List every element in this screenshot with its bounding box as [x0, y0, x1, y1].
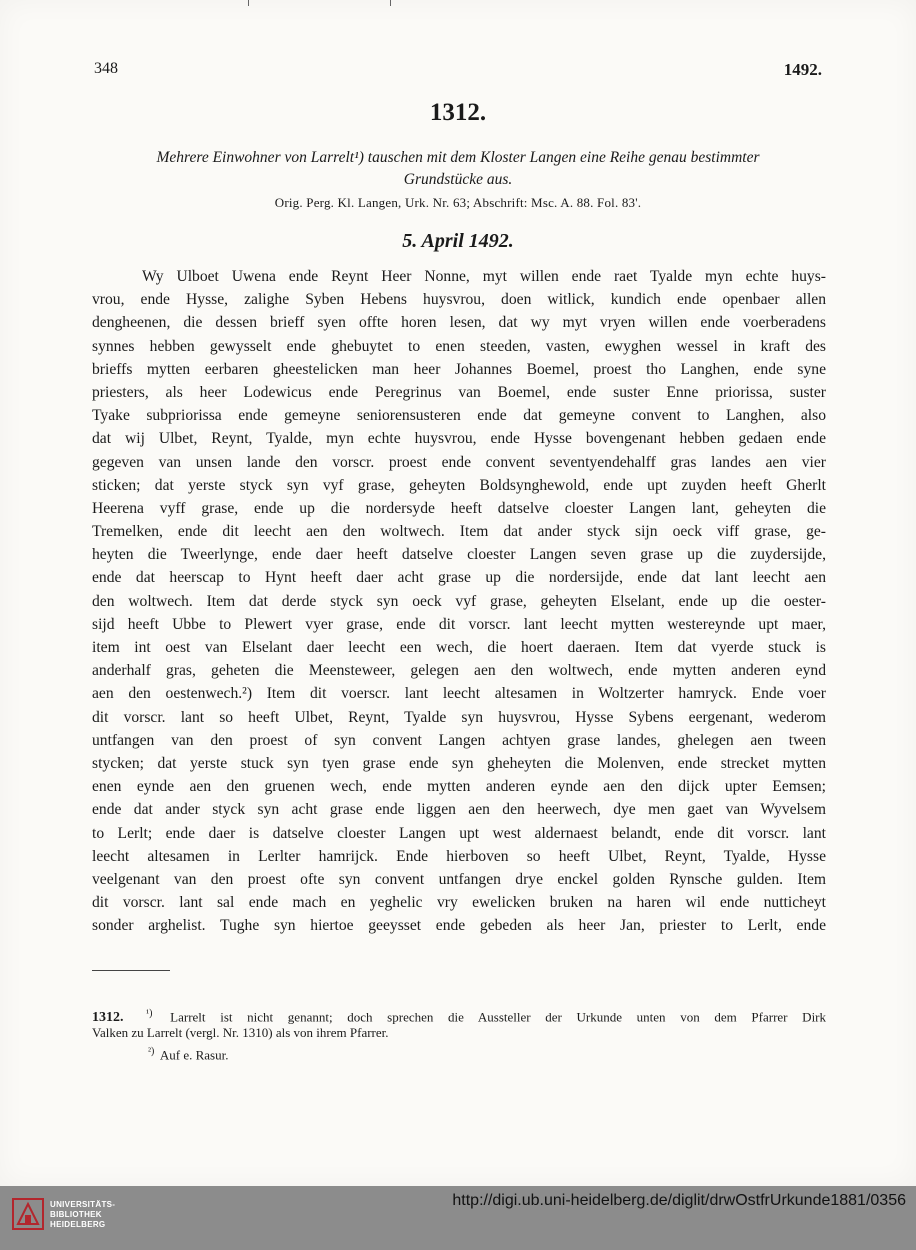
body-line: heyten die Tweerlynge, ende daer heeft datselve cloester Langen seven grase up die zuydersijde,: [92, 546, 826, 564]
body-line: dengheenen, die dessen brieff syen offte horen lesen, dat wy myt vryen willen ende voerberadens: [92, 314, 826, 332]
source-citation: Orig. Perg. Kl. Langen, Urk. Nr. 63; Abschrift: Msc. A. 88. Fol. 83'.: [274, 195, 642, 210]
library-logo[interactable]: [12, 1196, 132, 1238]
body-line: brieffs mytten eerbaren gheestelicken man heer Johannes Boemel, proest tho Langhen, ende syne: [92, 360, 826, 378]
footnote-text: Auf e. Rasur.: [159, 1047, 229, 1063]
body-line: dit vorscr. lant so heeft Ulbet, Reynt, Tyalde syn huysvrou, Hysse Sybens eergenant, wederom: [92, 708, 826, 726]
logo-line: BIBLIOTHEK: [50, 1210, 102, 1219]
edge-mark: [390, 0, 391, 6]
body-line: veelgenant van den proest ofte syn convent untfangen drye enckel golden Rynsche gulden. Item: [92, 870, 826, 888]
footnote-1-continued: Valken zu Larrelt (vergl. Nr. 1310) als von ihrem Pfarrer.: [92, 1025, 389, 1040]
body-line: gegeven van unsen lande den vorscr. proest ende convent seventyendehalff gras landes aen vier: [92, 453, 826, 471]
footnote-marker: ¹): [146, 1008, 153, 1019]
body-line: den woltwech. Item dat derde styck syn oeck vyf grase, geheyten Elselant, ende up die oester-: [92, 592, 826, 610]
body-line: sijd heeft Ubbe to Plewert vyer grase, ende dit vorscr. lant leecht mytten westereynde upt maer,: [92, 615, 826, 633]
permalink-url[interactable]: http://digi.ub.uni-heidelberg.de/diglit/drwOstfrUrkunde1881/0356: [452, 1192, 906, 1209]
body-line: dat wij Ulbet, Reynt, Tyalde, myn echte huysvrou, ende Hysse bovengenant hebben gedaen ende: [92, 430, 826, 448]
footnote-rule: [92, 970, 170, 971]
footnote-2: [92, 1042, 826, 1061]
document-date: 5. April 1492.: [402, 230, 514, 252]
body-line: enen eynde aen den gruenen wech, ende mytten anderen eynde aen den dijck upter Eemsen;: [92, 778, 826, 796]
body-text: [92, 265, 826, 937]
body-line: vrou, ende Hysse, zalighe Syben Hebens huysvrou, doen witlick, kundich ende openbaer allen: [92, 291, 826, 309]
body-line: untfangen van den proest of syn convent Langen achtyen grase landes, ghelegen aen tween: [92, 731, 826, 749]
body-line: anderhalf gras, geheten die Meensteweer, gelegen aen den woltwech, ende mytten anderen eynd: [92, 662, 826, 680]
summary-line: Grundstücke aus.: [403, 171, 513, 188]
running-head-year: 1492.: [783, 60, 822, 79]
body-line: ende dat heerscap to Hynt heeft daer acht grase up die nordersijde, ende dat lant leecht aen: [92, 569, 826, 587]
edge-mark: [248, 0, 249, 6]
body-line: leecht altesamen in Lerlter hamrijck. Ende hierboven so heeft Ulbet, Reynt, Tyalde, Hysse: [92, 847, 826, 865]
document-summary: [88, 147, 828, 191]
body-line: synnes hebben gewysselt ende ghebuytet to enen steeden, vasten, ewyghen wessel in kraft des: [92, 337, 826, 355]
summary-line: Mehrere Einwohner von Larrelt¹) tauschen mit dem Kloster Langen eine Reihe genau bestimmter: [156, 149, 760, 166]
body-line: Wy Ulboet Uwena ende Reynt Heer Nonne, myt willen ende raet Tyalde myn echte huys-: [142, 268, 826, 285]
body-line: ende dat ander styck syn acht grase ende liggen aen den heerwech, dye men gaet van Wyvelsem: [92, 801, 826, 819]
page-number: 348: [94, 60, 118, 77]
body-line: dit vorscr. lant sal ende mach en yeghelic vry ewelicken bruken na haren wil ende nutticheyt: [92, 894, 826, 912]
footnote-marker: ²): [148, 1046, 155, 1057]
body-line: aen den oestenwech.²) Item dit voerscr. lant leecht altesamen in Woltzerter hamryck. Ende voer: [92, 685, 826, 703]
library-logo-text: [50, 1200, 115, 1230]
library-logo-icon: [12, 1198, 44, 1230]
body-line: sonder arghelist. Tughe syn hiertoe geeysset ende gebeden als heer Jan, priester to Lerlt, ende: [92, 917, 826, 935]
body-line: sticken; dat yerste styck syn vyf grase, geheyten Boldsynghewold, ende upt zuyden heeft Gherlt: [92, 476, 826, 494]
body-line: stycken; dat yerste stuck syn tyen grase ende syn gheheyten die Molenven, ende strecket mytten: [92, 754, 826, 772]
footnote-text: Larrelt ist nicht genannt; doch sprechen die Aussteller der Urkunde unten von dem Pfarrer Dirk: [170, 1009, 827, 1025]
running-head: [94, 60, 822, 82]
footnotes: [92, 1004, 826, 1061]
body-line: Tyake subpriorissa ende gemeyne seniorensusteren ende dat gemeyne convent to Langhen, also: [92, 407, 826, 425]
footnote-doc-label: 1312.: [92, 1010, 124, 1026]
body-line: Heerena vyff grase, ende up die nordersyde heeft datselve cloester Langen lant, geheyten die: [92, 499, 826, 517]
body-line: to Lerlt; ende daer is datselve cloester Langen upt west aldernaest belandt, ende dit vorscr. lant: [92, 824, 826, 842]
body-line: item int oest van Elselant daer leecht een wech, die hoert daeraen. Item dat vyerde stuck is: [92, 639, 826, 656]
body-line: priesters, als heer Lodewicus ende Peregrinus van Boemel, ende suster Enne priorissa, suster: [92, 383, 826, 401]
logo-line: HEIDELBERG: [50, 1220, 106, 1229]
footnote-1: [92, 1004, 827, 1026]
document-number: 1312.: [429, 99, 487, 126]
body-line: Tremelken, ende dit leecht aen den woltwech. Item dat ander styck sijn oeck viff grase, ge-: [92, 523, 826, 541]
logo-line: UNIVERSITÄTS-: [50, 1200, 116, 1209]
